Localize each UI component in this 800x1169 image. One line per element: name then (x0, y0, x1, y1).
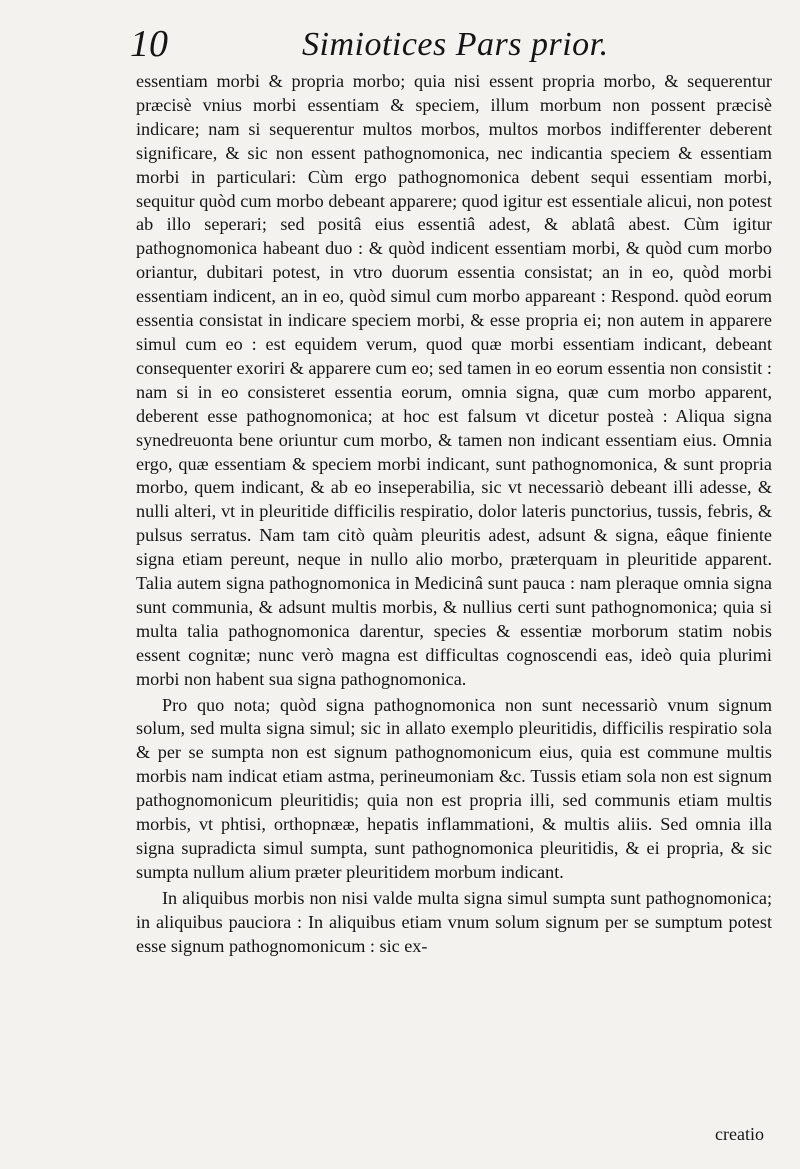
catchword: creatio (715, 1124, 764, 1144)
page-header (0, 18, 800, 68)
body-text (136, 70, 772, 959)
paragraph-1: essentiam morbi & propria morbo; quia nisi essent propria morbo, & sequerentur præcisè vnius morbi essentiam & speciem, illum morbum non possent præcisè indicare; nam si sequerentur multos morbos, multos morbos indifferenter deberent significare, & sic non essent pathognomonica, nec indicantia speciem & essentiam morbi in particulari: Cùm ergo pathognomonica debent sequi essentiam morbi, sequitur quòd cum morbo debeant apparere; quod igitur est essentiale alicui, non potest ab illo seperari; sed positâ eius essentiâ adest, & ablatâ abest. Cùm igitur pathognomonica habeant duo : & quòd indicent essentiam morbi, & quòd cum morbo oriantur, dubitari potest, in vtro duorum essentia consistat; an in eo, quòd morbi essentiam indicent, an in eo, quòd simul cum morbo appareant : Respond. quòd eorum essentia consistat in indicare speciem morbi, & esse propria ei; non autem in apparere simul cum eo : est equidem verum, quod quæ morbi essentiam indicant, debeant consequenter exoriri & apparere cum eo; sed tamen in eo eorum essentia non consistit : nam si in eo consisteret essentia eorum, omnia signa, quæ cum morbo apparent, deberent esse pathognomonica; at hoc est falsum vt dicetur posteà : Aliqua signa synedreuonta bene oriuntur cum morbo, & tamen non indicant essentiam eius. Omnia ergo, quæ essentiam & speciem morbi indicant, sunt pathognomonica, & sunt propria morbo, quem indicant, & ab eo inseperabilia, sic vt necessariò debeant illi adesse, & nulli alteri, vt in pleuritide difficilis respiratio, dolor lateris punctorius, tussis, febris, & pulsus serratus. Nam tam citò quàm pleuritis adest, adsunt & signa, eâque finiente signa etiam pereunt, neque in nullo alio morbo, præterquam in pleuritide apparent. Talia autem signa pathognomonica in Medicinâ sunt pauca : nam pleraque omnia signa sunt communia, & adsunt multis morbis, & nullius certi sunt pathognomonica; quia si multa talia pathognomonica darentur, species & essentiæ morborum statim nobis essent cognitæ; nunc verò magna est difficultas cognoscendi eas, ideò quia plurimi morbi non habent sua signa pathognomonica. (136, 71, 772, 689)
page-number: 10 (130, 23, 168, 65)
paragraph-2: Pro quo nota; quòd signa pathognomonica non sunt necessariò vnum signum solum, sed multa signa simul; sic in allato exemplo pleuritidis, difficilis respiratio sola & per se sumpta non est signum pathognomonicum eius, quia est commune multis morbis nam indicat etiam astma, perineumoniam &c. Tussis etiam sola non est signum pathognomonicum pleuritidis; quia non est propria illi, sed communis etiam multis morbis, vt phtisi, orthopnææ, hepatis inflammationi, & multis aliis. Sed omnia illa signa supradicta simul sumpta, sunt pathognomonica pleuritidis, & ei propria, & sic sumpta nullum alium præter pleuritidem morbum indicant. (136, 694, 772, 882)
paragraph-3: In aliquibus morbis non nisi valde multa signa simul sumpta sunt pathognomonica; in aliquibus pauciora : In aliquibus etiam vnum solum signum per se sumptum potest esse signum pathognomonicum : sic ex- (136, 887, 772, 956)
running-head: Simiotices Pars prior. (302, 26, 609, 63)
